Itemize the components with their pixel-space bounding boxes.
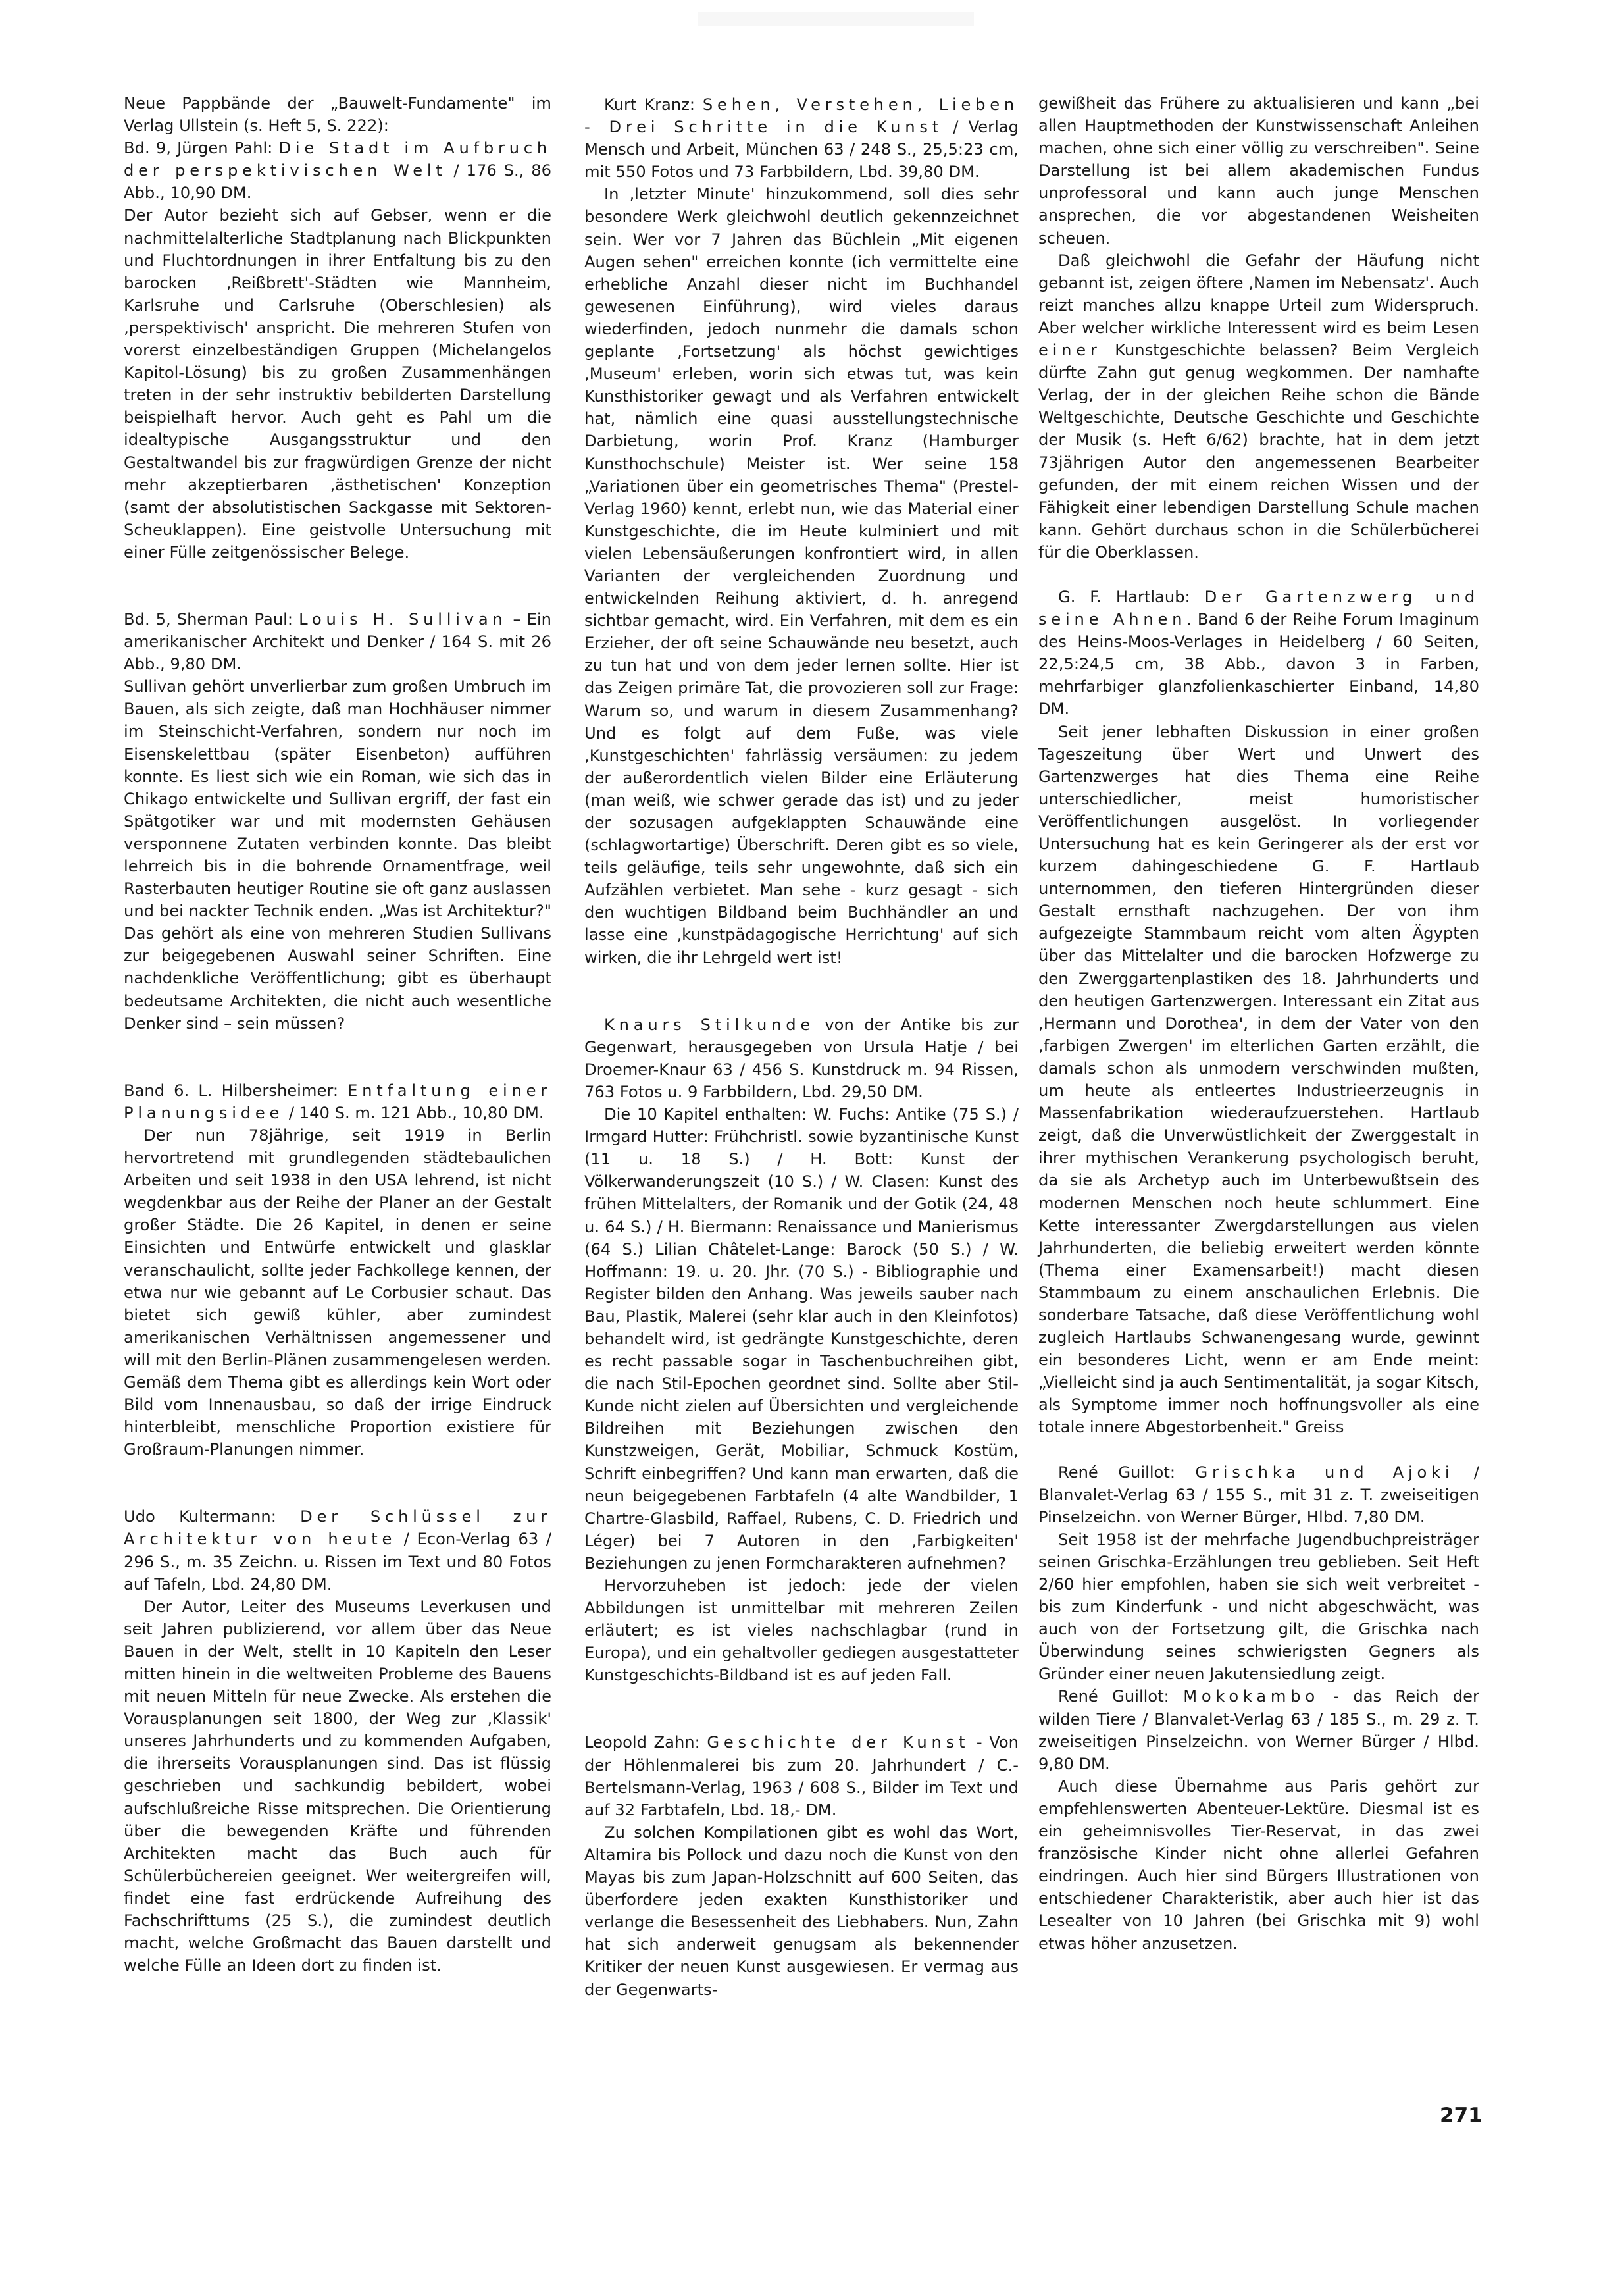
review-heading: G. F. Hartlaub: Der Gartenzwerg und seine Ahnen. Band 6 der Reihe Forum Imaginum des Heins-Moos-Verlages in Heidelberg / 60 Seiten, 22,5:24,5 cm, 38 Abb., davon 3 in Farben, mehrfarbiger glanzfolienkaschierter Einband, 14,80 DM. — [1038, 587, 1479, 719]
review-body: Die 10 Kapitel enthalten: W. Fuchs: Antike (75 S.) / Irmgard Hutter: Frühchristl. sowie byzantinische Kunst (11 u. 18 S.) / H. Bott: Kunst der Völkerwanderungszeit (10 S.) / W. Clasen: Kunst des frühen Mittelalters, der Romanik und der Gotik (24, 48 u. 64 S.) / H. Biermann: Renaissance und Manierismus (64 S.) Lilian Châtelet-Lange: Barock (50 S.) / W. Hoffmann: 19. u. 20. Jhr. (70 S.) - Bibliographie und Register bilden den Anhang. Was jeweils sauber nach Bau, Plastik, Malerei (sehr klar auch in den Kleinfotos) behandelt wird, ist gedrängte Kunstgeschichte, deren es recht passable sogar in Taschenbuchreihen gibt, die nach Stil-Epochen geordnet sind. Sollte aber Stil-Kunde nicht zielen auf Übersichten und vergleichende Bildreihen mit Beziehungen zwischen den Kunstzweigen, Gerät, Mobiliar, Schmuck Kostüm, Schrift einbegriffen? Und kann man erwarten, daß die neun beigegebenen Farbtafeln (4 alte Wandbilder, 1 Chartre-Glasbild, Raffael, Rubens, C. D. Friedrich und Léger) bei 7 Autoren in den ‚Farbigkeiten' Beziehungen zu jenen Formcharakteren aufnehmen? — [584, 1105, 1019, 1572]
review-body: Der Autor, Leiter des Museums Leverkusen und seit Jahren publizierend, vor allem über das Neue Bauen in der Welt, stellt in 10 Kapiteln den Leser mitten hinein in die weltweiten Probleme des Bauens mit neuen Mitteln für neue Zwecke. Als erstehen die Vorausplanungen seit 1800, der Weg zur ‚Klassik' unseres Jahrhunderts und zu kommenden Aufgaben, die ihrerseits Vorausplanungen sind. Das ist flüssig geschrieben und sachkundig bebildert, wobei aufschlußreiche Risse mitsprechen. Die Orientierung über die bewegenden Kräfte und führenden Architekten macht das Buch auch für Schülerbüchereien geeignet. Wer weitergreifen will, findet eine fast erdrückende Aufreihung des Fachschrifttums (25 S.), die zumindest deutlich macht, welche Großmacht das Bauen darstellt und welche Fülle an Ideen dort zu finden ist. — [124, 1597, 551, 1975]
column-right — [1038, 92, 1479, 1955]
page-number: 271 — [1440, 2104, 1483, 2127]
column-middle — [584, 93, 1019, 2001]
review-heading: Udo Kultermann: Der Schlüssel zur Architektur von heute / Econ-Verlag 63 / 296 S., m. 35 Zeichn. u. Rissen im Text und 80 Fotos auf Tafeln, Lbd. 24,80 DM. — [124, 1507, 551, 1594]
review-body: Seit 1958 ist der mehrfache Jugendbuchpreisträger seinen Grischka-Erzählungen treu geblieben. Seit Heft 2/60 hier empfohlen, haben sie sich weit verbreitet - bis zum Kinderfunk - und nicht abgeschwächt, was auch von der Fortsetzung gilt, die Grischka nach Überwindung seines schwierigsten Gegners als Gründer einer neuen Jakutensiedlung zeigt. — [1038, 1530, 1479, 1684]
review-body: Der Autor bezieht sich auf Gebser, wenn er die nachmittelalterliche Stadtplanung nach Blickpunkten und Fluchtordnungen in ihrer Entfaltung bis zu den barocken ‚Reißbrett'-Städten wie Mannheim, Karlsruhe und Carlsruhe (Oberschlesien) als ‚perspektivisch' anspricht. Die mehreren Stufen von vorerst einzelbeständigen Gruppen (Michelangelos Kapitol-Lösung) bis zu großen Zusammenhängen treten in der sehr instruktiv bebilderten Darstellung beispielhaft hervor. Auch geht es Pahl um die idealtypische Ausgangsstruktur und den Gestaltwandel bis zur fragwürdigen Grenze der nicht mehr akzeptierbaren ‚ästhetischen' Konzeption (samt der absolutistischen Sackgasse mit Sektoren-Scheuklappen). Eine geistvolle Untersuchung mit einer Fülle zeitgenössischer Belege. — [124, 206, 551, 561]
review-body: In ‚letzter Minute' hinzukommend, soll dies sehr besondere Werk gleichwohl deutlich gekennzeichnet sein. Wer vor 7 Jahren das Büchlein „Mit eigenen Augen sehen" erreichen konnte (ich vermittelte eine erhebliche Anzahl dieser nicht im Buchhandel gewesenen Einführung), wird vieles daraus wiederfinden, jedoch nunmehr die damals schon geplante ‚Fortsetzung' als höchst gewichtiges ‚Museum' erleben, worin sich etwas tut, was kein Kunsthistoriker gewagt und als Verfahren entwickelt hat, nämlich eine quasi ausstellungstechnische Darbietung, worin Prof. Kranz (Hamburger Kunsthochschule) Meister ist. Wer seine 158 „Variationen über ein geometrisches Thema" (Prestel-Verlag 1960) kennt, erlebt nun, wie das Material einer Kunstgeschichte, die im Heute kulminiert und mit vielen Lebensäußerungen konfrontiert wird, in allen Varianten der vergleichenden Zuordnung und entwickelnden Reihung aktiviert, d. h. anregend sichtbar gemacht, wird. Ein Verfahren, mit dem es ein Erzieher, der oft seine Schauwände neu besetzt, auch zu tun hat und von dem jeder lernen sollte. Hier ist das Zeigen primäre Tat, die provozieren soll zur Frage: Warum so, und warum in diesem Zusammenhang? Und es folgt auf dem Fuße, was viele ‚Kunstgeschichten' fahrlässig versäumen: zu jedem der außerordentlich vielen Bilder eine Erläuterung (man weiß, wie schwer gerade das ist) und zu jeder der sozusagen aufgeklappten Schauwände eine (schlagwortartige) Überschrift. Deren gibt es so viele, teils geläufige, teils sehr ungewohnte, daß sich ein Aufzählen verbietet. Man sehe - kurz gesagt - sich den wuchtigen Bildband beim Buchhändler an und lasse eine ‚kunstpädagogische Herrichtung' auf sich wirken, die ihr Lehrgeld wert ist! — [584, 185, 1019, 967]
review-body: gewißheit das Frühere zu aktualisieren und kann „bei allen Hauptmethoden der Kunstwissenschaft Anleihen machen, ohne sich einer völlig zu verschreiben". Seine Darstellung ist bei allem akademischen Fundus unprofessoral und kann auch junge Menschen ansprechen, die vor abgestandenen Weisheiten scheuen. — [1038, 94, 1479, 247]
review-heading: Bd. 9, Jürgen Pahl: Die Stadt im Aufbruch der perspektivischen Welt / 176 S., 86 Abb., 10,90 DM. — [124, 139, 551, 203]
review-body: Sullivan gehört unverlierbar zum großen Umbruch im Bauen, als sich zeigte, daß man Hochhäuser nimmer im Steinschicht-Verfahren, sondern nur noch im Eisenskelettbau (später Eisenbeton) aufführen konnte. Es liest sich wie ein Roman, wie sich das in Chikago entwickelte und Sullivan ergriff, der fast ein Spätgotiker war und mit modernsten Gehäusen versponnene Zutaten verbinden konnte. Das bleibt lehrreich bis in die bohrende Ornamentfrage, weil Rasterbauten heutiger Routine sie oft ganz auslassen und bei nackter Technik enden. „Was ist Architektur?" Das gehört als eine von mehreren Studien Sullivans zur beigegebenen Auswahl seiner Schriften. Eine nachdenkliche Veröffentlichung; gibt es überhaupt bedeutsame Architekten, die nicht auch wesentliche Denker sind – sein müssen? — [124, 677, 551, 1033]
review-body: Seit jener lebhaften Diskussion in einer großen Tageszeitung über Wert und Unwert des Gartenzwerges hat dies Thema eine Reihe unterschiedlicher, meist humoristischer Veröffentlichungen ausgelöst. In vorliegender Untersuchung hat es kein Geringerer als der erst vor kurzem dahingeschiedene G. F. Hartlaub unternommen, den tieferen Hintergründen dieser Gestalt ernsthaft nachzugehen. Der von ihm aufgezeigte Stammbaum reicht vom alten Ägypten über das Mittelalter und die barocken Hofzwerge zu den Zwerggartenplastiken des 18. Jahrhunderts und den heutigen Gartenzwergen. Interessant ein Zitat aus ‚Hermann und Dorothea', in dem der Vater von den ‚farbigen Zwergen' im elterlichen Garten erzählt, die damals schon als unmodern verschwinden mußten, um heute als entleertes Industrieerzeugnis in Massenfabrikation wiederaufzuerstehen. Hartlaub zeigt, daß die Unverwüstlichkeit der Zwerggestalt in ihrer mythischen Verankerung psychologisch beruht, da sie als Archetyp auch im Unterbewußtsein des modernen Menschen noch heute schlummert. Eine Kette interessanter Zwergdarstellungen aus vielen Jahrhunderten, die beliebig erweitert werden könnte (Thema einer Examensarbeit!) macht diesen Stammbaum zu einem anschaulichen Erlebnis. Die sonderbare Tatsache, daß diese Veröffentlichung wohl zugleich Hartlaubs Schwanengesang wurde, gewinnt ein besonderes Licht, wenn er am Ende meint: „Vielleicht sind ja auch Sentimentalität, ja sogar Kitsch, als Symptome immer noch hoffnungsvoller als eine totale innere Abgestorbenheit." Greiss — [1038, 722, 1479, 1437]
review-body: Hervorzuheben ist jedoch: jede der vielen Abbildungen ist unmittelbar mit mehreren Zeilen erläutert; es ist vieles nachschlagbar (rund in Europa), und ein gehaltvoller gediegen ausgestatteter Kunstgeschichts-Bildband ist es auf jeden Fall. — [584, 1576, 1019, 1685]
review-heading: Kurt Kranz: Sehen, Verstehen, Lieben - Drei Schritte in die Kunst / Verlag Mensch und Arbeit, München 63 / 248 S., 25,5:23 cm, mit 550 Fotos und 73 Farbbildern, Lbd. 39,80 DM. — [584, 95, 1019, 182]
review-body: Zu solchen Kompilationen gibt es wohl das Wort, Altamira bis Pollock und dazu noch die Kunst von den Mayas bis zum Japan-Holzschnitt auf 600 Seiten, das überfordere jeden exakten Kunsthistoriker und verlange die Besessenheit des Liebhabers. Nun, Zahn hat sich anderweit genugsam als bekennender Kritiker der neuen Kunst ausgewiesen. Er vermag aus der Gegenwarts- — [584, 1823, 1019, 1999]
review-body: Auch diese Übernahme aus Paris gehört zur empfehlenswerten Abenteuer-Lektüre. Diesmal ist es ein geheimnisvolles Tier-Reservat, in das zwei französische Kinder nicht ohne allerlei Gefahren eindringen. Auch hier sind Bürgers Illustrationen von entschiedener Charakteristik, aber auch hier ist das Lesealter von 10 Jahren (bei Grischka mit 9) wohl etwas höher anzusetzen. — [1038, 1777, 1479, 1953]
review-heading: Band 6. L. Hilbersheimer: Entfaltung einer Planungsidee / 140 S. m. 121 Abb., 10,80 DM. — [124, 1081, 551, 1122]
review-heading: Knaurs Stilkunde von der Antike bis zur Gegenwart, herausgegeben von Ursula Hatje / bei Droemer-Knaur 63 / 456 S. Kunstdruck m. 94 Rissen, 763 Fotos u. 9 Farbbildern, Lbd. 29,50 DM. — [584, 1015, 1019, 1101]
review-body: Daß gleichwohl die Gefahr der Häufung nicht gebannt ist, zeigen öftere ‚Namen im Nebensatz'. Auch reizt manches allzu knappe Urteil zum Widerspruch. Aber welcher wirkliche Interessent wird es beim Lesen einer Kunstgeschichte belassen? Beim Vergleich dürfte Zahn gut genug wegkommen. Der namhafte Verlag, der in der gleichen Reihe schon die Bände Weltgeschichte, Deutsche Geschichte und Geschichte der Musik (s. Heft 6/62) brachte, hat in dem jetzt 73jährigen Autor den angemessenen Bearbeiter gefunden, der mit einem reichen Wissen und der Fähigkeit einer lebendigen Darstellung Schule machen kann. Gehört durchaus schon in die Schülerbücherei für die Oberklassen. — [1038, 251, 1479, 561]
review-heading: René Guillot: Mokokambo - das Reich der wilden Tiere / Blanvalet-Verlag 63 / 185 S., m. 29 z. T. zweiseitigen Pinselzeichn. von Werner Bürger / Hlbd. 9,80 DM. — [1038, 1687, 1479, 1773]
faded-header-mark — [691, 0, 980, 41]
review-heading: Bd. 5, Sherman Paul: Louis H. Sullivan – Ein amerikanischer Architekt und Denker / 164 S. mit 26 Abb., 9,80 DM. — [124, 610, 551, 674]
review-heading: Leopold Zahn: Geschichte der Kunst - Von der Höhlenmalerei bis zum 20. Jahrhundert / C.-Bertelsmann-Verlag, 1963 / 608 S., Bilder im Text und auf 32 Farbtafeln, Lbd. 18,- DM. — [584, 1733, 1019, 1819]
column-left — [124, 92, 551, 1977]
review-intro: Neue Pappbände der „Bauwelt-Fundamente" im Verlag Ullstein (s. Heft 5, S. 222): — [124, 94, 551, 136]
review-body: Der nun 78jährige, seit 1919 in Berlin hervortretend mit grundlegenden städtebaulichen Arbeiten und seit 1938 in den USA lehrend, ist nicht wegdenkbar aus der Reihe der Planer an der Gestalt großer Städte. Die 26 Kapitel, in denen er seine Einsichten und Entwürfe entwickelt und glasklar veranschaulicht, sollte jeder Fachkollege kennen, der etwa nur wie gebannt auf Le Corbusier schaut. Das bietet sich gewiß kühler, aber zumindest amerikanischen Verhältnissen angemessener und will mit den Berlin-Plänen zusammengelesen werden. Gemäß dem Thema gibt es allerdings kein Wort oder Bild vom Innenausbau, so daß der irrige Eindruck hinterbleibt, menschliche Proportion existiere für Großraum-Planungen nimmer. — [124, 1126, 551, 1459]
review-heading: René Guillot: Grischka und Ajoki / Blanvalet-Verlag 63 / 155 S., mit 31 z. T. zweiseitigen Pinselzeichn. von Werner Bürger, Hlbd. 7,80 DM. — [1038, 1463, 1479, 1526]
reviewer-signature: Greiss — [1294, 1418, 1344, 1437]
